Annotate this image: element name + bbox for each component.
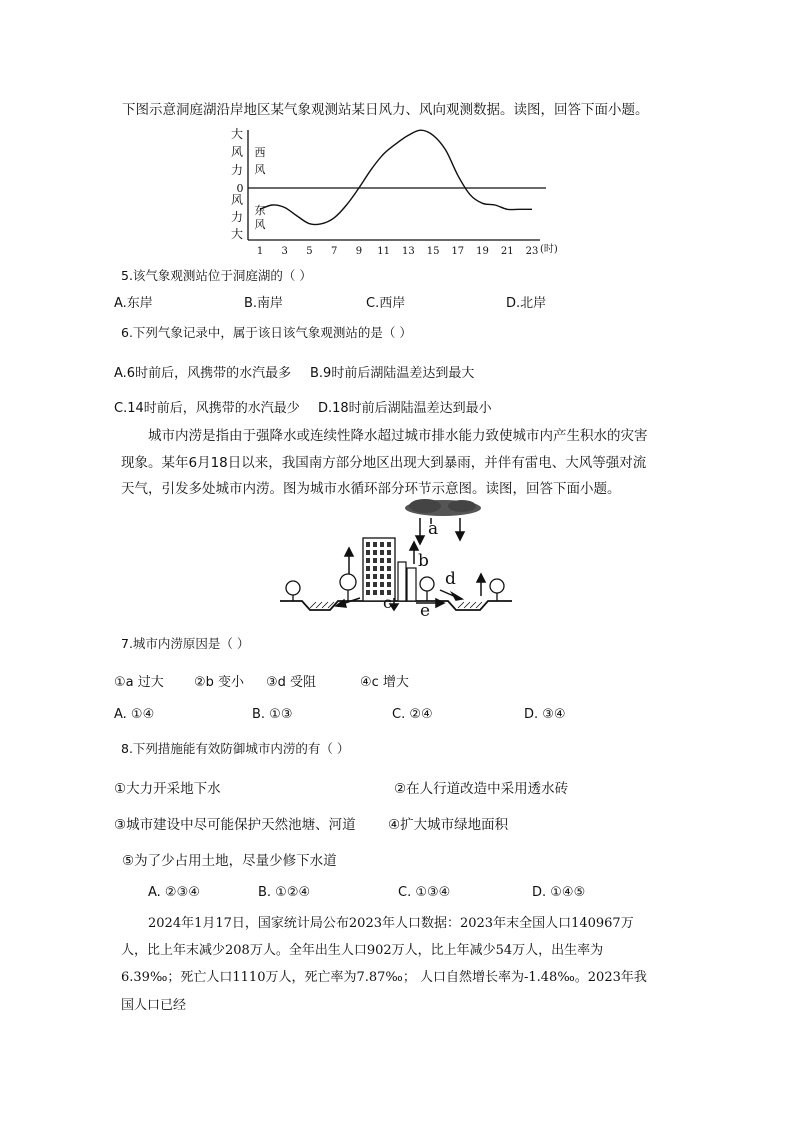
- x-tick-label: 9: [355, 246, 363, 257]
- label-b: b: [418, 551, 429, 571]
- wind-line-series: [260, 130, 532, 224]
- q7-option-b[interactable]: B. ①③: [252, 707, 293, 722]
- x-tick-label: 3: [281, 246, 288, 257]
- x-tick-label: 11: [377, 246, 391, 257]
- passage3-line-1: 2024年1月17日，国家统计局公布2023年人口数据：2023年末全国人口140967万: [148, 916, 634, 931]
- east-wind-label-char: 东: [254, 204, 266, 217]
- q6-option-d[interactable]: D.18时前后湖陆温差达到最小: [318, 401, 492, 416]
- upper-axis-label-char: 风: [230, 145, 244, 159]
- x-tick-label: 1: [256, 246, 264, 257]
- q6-option-b[interactable]: B.9时前后湖陆温差达到最大: [310, 366, 475, 381]
- x-unit-label: (时): [540, 244, 558, 255]
- q5-option-b[interactable]: B.南岸: [244, 296, 284, 311]
- lower-axis-label-char: 大: [230, 227, 244, 241]
- q8-item-4: ④扩大城市绿地面积: [388, 817, 509, 833]
- wind-chart: [0, 116, 793, 296]
- x-tick-label: 19: [476, 246, 489, 257]
- east-wind-label-char: 风: [254, 218, 266, 231]
- q6-stem: 6.下列气象记录中，属于该日该气象观测站的是（ ）: [121, 325, 412, 340]
- x-tick-label: 5: [306, 246, 313, 257]
- lower-axis-label-char: 力: [230, 210, 244, 224]
- q8-option-d[interactable]: D. ①④⑤: [532, 885, 586, 900]
- q8-item-3: ③城市建设中尽可能保护天然池塘、河道: [114, 817, 356, 833]
- q7-item-3: ③d 受阻: [266, 675, 317, 690]
- q8-stem: 8.下列措施能有效防御城市内涝的有（ ）: [121, 741, 350, 756]
- q5-stem: 5.该气象观测站位于洞庭湖的（ ）: [121, 268, 312, 283]
- intro-text-1: 下图示意洞庭湖沿岸地区某气象观测站某日风力、风向观测数据。读图，回答下面小题。: [122, 102, 649, 118]
- passage3-line-4: 国人口已经: [121, 998, 187, 1013]
- label-a: a: [428, 519, 439, 539]
- q8-option-a[interactable]: A. ②③④: [148, 885, 200, 900]
- q5-option-d[interactable]: D.北岸: [506, 296, 547, 311]
- building-icon: [363, 538, 416, 601]
- x-tick-label: 23: [525, 246, 539, 257]
- q8-item-2: ②在人行道改造中采用透水砖: [394, 781, 569, 797]
- q8-option-b[interactable]: B. ①②④: [258, 885, 311, 900]
- q8-item-1: ①大力开采地下水: [114, 781, 221, 797]
- urban-water-cycle-diagram: [0, 496, 793, 616]
- passage2-line-3: 天气，引发多处城市内涝。图为城市水循环部分环节示意图。读图，回答下面小题。: [121, 481, 621, 497]
- passage3-line-3: 6.39‰；死亡人口1110万人，死亡率为7.87‰； 人口自然增长率为-1.48‰。2023年我: [121, 970, 647, 985]
- cloud-icon: [405, 499, 481, 516]
- q5-option-c[interactable]: C.西岸: [366, 296, 406, 311]
- passage2-line-2: 现象。某年6月18日以来，我国南方部分地区出现大到暴雨，并伴有雷电、大风等强对流: [121, 455, 647, 471]
- west-wind-label-char: 风: [254, 163, 266, 176]
- q7-option-d[interactable]: D. ③④: [524, 707, 566, 722]
- q6-option-c[interactable]: C.14时前后，风携带的水汽最少: [114, 401, 300, 416]
- q7-option-c[interactable]: C. ②④: [392, 707, 433, 722]
- zero-label: 0: [236, 182, 244, 195]
- west-wind-label-char: 西: [254, 146, 266, 159]
- x-tick-label: 17: [451, 246, 465, 257]
- x-tick-label: 7: [330, 246, 338, 257]
- passage2-line-1: 城市内涝是指由于强降水或连续性降水超过城市排水能力致使城市内产生积水的灾害: [148, 428, 648, 444]
- x-tick-label: 15: [426, 246, 440, 257]
- x-tick-label: 21: [500, 246, 514, 257]
- q7-item-4: ④c 增大: [360, 675, 409, 690]
- upper-axis-label-char: 大: [230, 127, 244, 141]
- q7-stem: 7.城市内涝原因是（ ）: [121, 636, 250, 651]
- q7-option-a[interactable]: A. ①④: [114, 707, 155, 722]
- label-d: d: [445, 569, 456, 589]
- x-tick-label: 13: [401, 246, 415, 257]
- upper-axis-label-char: 力: [230, 163, 244, 177]
- q7-item-1: ①a 过大: [114, 675, 164, 690]
- q8-option-c[interactable]: C. ①③④: [398, 885, 451, 900]
- label-e: e: [420, 601, 431, 616]
- q8-item-5: ⑤为了少占用土地，尽量少修下水道: [122, 853, 337, 869]
- q7-item-2: ②b 变小: [194, 675, 245, 690]
- lower-axis-label-char: 风: [230, 193, 244, 207]
- q6-option-a[interactable]: A.6时前后，风携带的水汽最多: [114, 366, 292, 381]
- passage3-line-2: 人，比上年末减少208万人。全年出生人口902万人，比上年减少54万人，出生率为: [121, 943, 604, 958]
- q5-option-a[interactable]: A.东岸: [114, 296, 153, 311]
- label-c: c: [383, 593, 392, 612]
